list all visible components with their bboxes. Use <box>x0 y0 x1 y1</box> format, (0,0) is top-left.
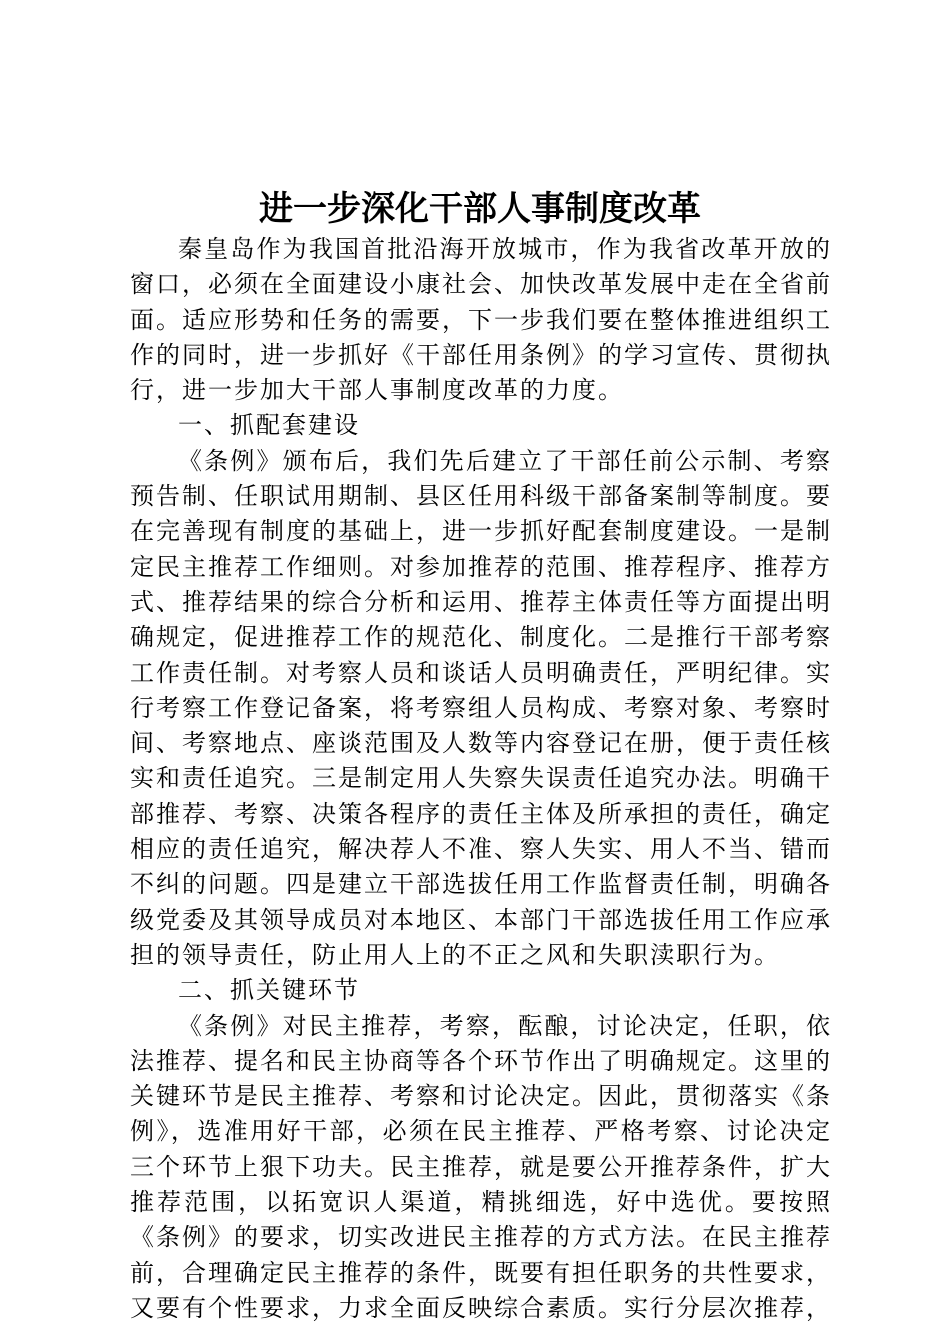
section-heading-2: 二、抓关键环节 <box>178 976 360 1005</box>
document-title: 进一步深化干部人事制度改革 <box>259 189 701 229</box>
paragraph-section-1: 《条例》颁布后，我们先后建立了干部任前公示制、考察预告制、任职试用期制、县区任用科级干部备案制等制度。要在完善现有制度的基础上，进一步抓好配套制度建设。一是制定民主推荐工作细则。对参加推荐的范围、推荐程序、推荐方式、推荐结果的综合分析和运用、推荐主体责任等方面提出明确规定，促进推荐工作的规范化、制度化。二是推行干部考察工作责任制。对考察人员和谈话人员明确责任，严明纪律。实行考察工作登记备案，将考察组人员构成、考察对象、考察时间、考察地点、座谈范围及人数等内容登记在册，便于责任核实和责任追究。三是制定用人失察失误责任追究办法。明确干部推荐、考察、决策各程序的责任主体及所承担的责任，确定相应的责任追究，解决荐人不准、察人失实、用人不当、错而不纠的问题。四是建立干部选拔任用工作监督责任制，明确各级党委及其领导成员对本地区、本部门干部选拔任用工作应承担的领导责任，防止用人上的不正之风和失职渎职行为。 <box>130 446 832 969</box>
paragraph-section-2: 《条例》对民主推荐，考察，酝酿，讨论决定，任职，依法推荐、提名和民主协商等各个环节作出了明确规定。这里的关键环节是民主推荐、考察和讨论决定。因此，贯彻落实《条例》，选准用好干部，必须在民主推荐、严格考察、讨论决定三个环节上狠下功夫。民主推荐，就是要公开推荐条件，扩大推荐范围，以拓宽识人渠道，精挑细选，好中选优。要按照《条例》的要求，切实改进民主推荐的方式方法。在民主推荐前，合理确定民主推荐的条件，既要有担任职务的共性要求，又要有个性要求，力求全面反映综合素质。实行分层次推荐， <box>130 1011 832 1322</box>
paragraph-intro: 秦皇岛作为我国首批沿海开放城市，作为我省改革开放的窗口，必须在全面建设小康社会、加快改革发展中走在全省前面。适应形势和任务的需要，下一步我们要在整体推进组织工作的同时，进一步抓好《干部任用条例》的学习宣传、贯彻执行，进一步加大干部人事制度改革的力度。 <box>130 235 832 405</box>
section-heading-1: 一、抓配套建设 <box>178 411 360 440</box>
document-body <box>130 232 832 1326</box>
